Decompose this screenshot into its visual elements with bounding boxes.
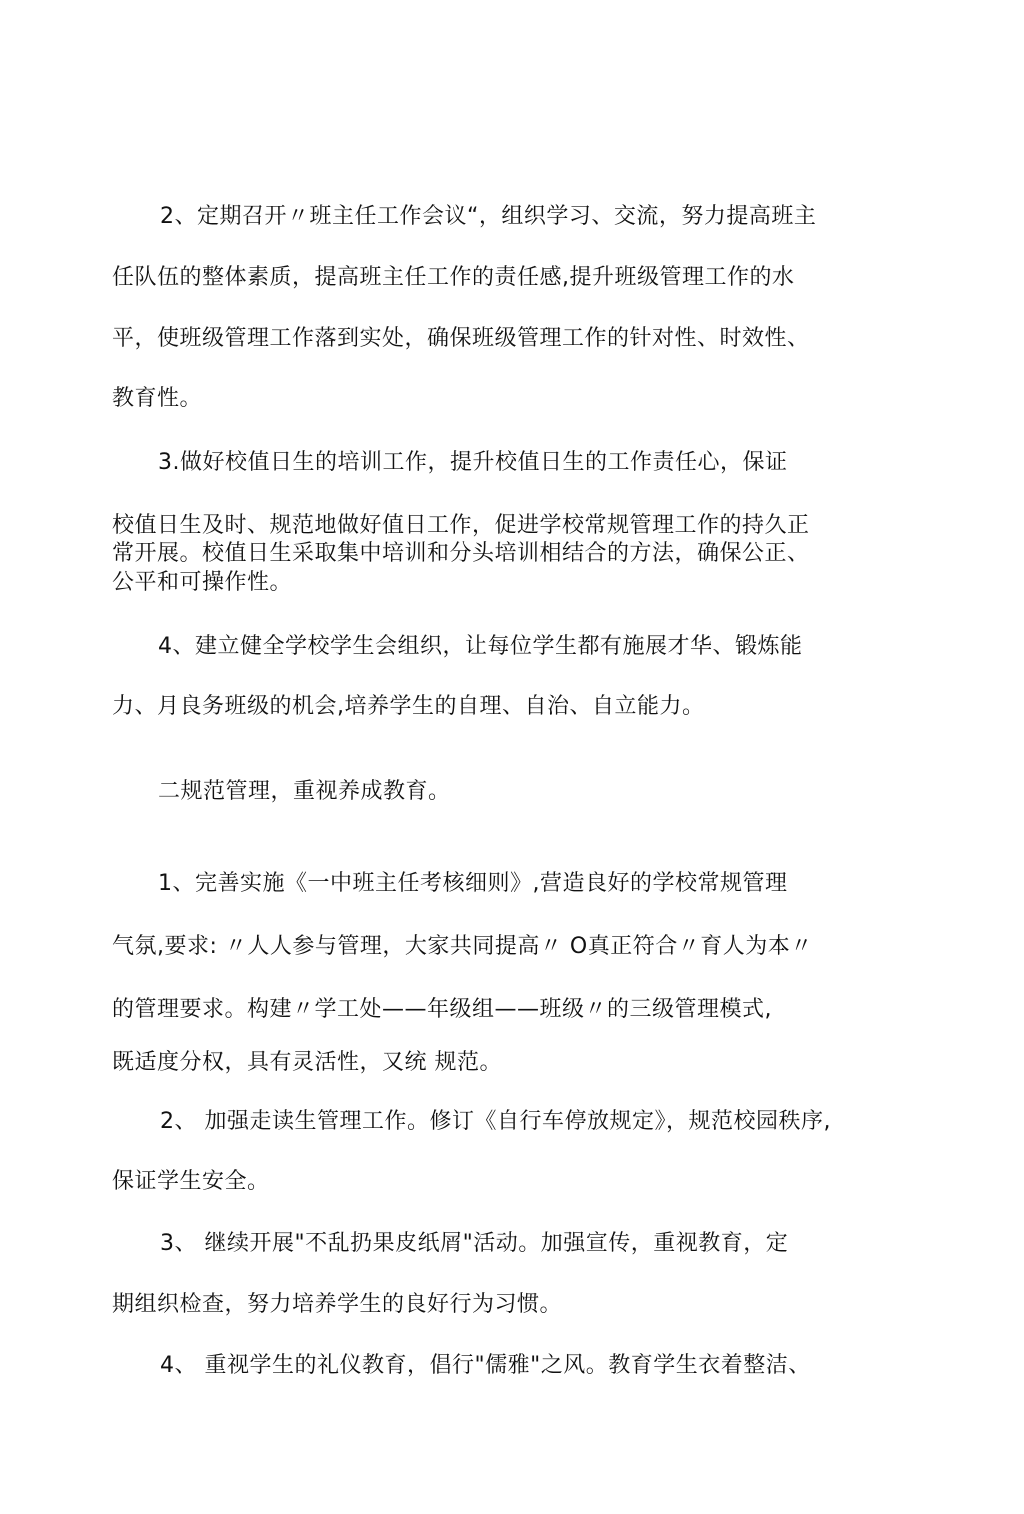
- text-line: 公平和可操作性。: [112, 570, 293, 595]
- text-line: 校值日生及时、规范地做好值日工作，促进学校常规管理工作的持久正: [112, 513, 810, 538]
- text-line: 3、 继续开展"不乱扔果皮纸屑"活动。加强宣传，重视教育，定: [160, 1231, 789, 1256]
- text-line: 3.做好校值日生的培训工作，提升校值日生的工作责任心，保证: [158, 450, 788, 475]
- text-line: 2、 加强走读生管理工作。修订《自行车停放规定》，规范校园秩序,: [160, 1109, 831, 1134]
- text-line: 2、定期召开〃班主任工作会议“，组织学习、交流，努力提高班主: [160, 204, 817, 229]
- section-heading: 二规范管理，重视养成教育。: [158, 779, 451, 804]
- text-line: 4、 重视学生的礼仪教育，倡行"儒雅"之风。教育学生衣着整洁、: [160, 1353, 811, 1378]
- text-line: 力、月良务班级的机会,培养学生的自理、自治、自立能力。: [112, 694, 705, 719]
- text-line: 平，使班级管理工作落到实处，确保班级管理工作的针对性、时效性、: [112, 326, 810, 351]
- text-line: 常开展。校值日生采取集中培训和分头培训相结合的方法，确保公正、: [112, 541, 810, 566]
- text-line: 1、完善实施《一中班主任考核细则》,营造良好的学校常规管理: [158, 871, 788, 896]
- text-line: 任队伍的整体素质，提高班主任工作的责任感,提升班级管理工作的水: [112, 265, 795, 290]
- text-line: 保证学生安全。: [112, 1169, 270, 1194]
- text-line: 教育性。: [112, 386, 203, 411]
- text-line: 期组织检查，努力培养学生的良好行为习惯。: [112, 1292, 563, 1317]
- text-line: 的管理要求。构建〃学工处——年级组——班级〃的三级管理模式,: [112, 997, 772, 1022]
- text-line: 既适度分权，具有灵活性，又统 规范。: [112, 1050, 502, 1075]
- text-line: 气氛,要求: 〃人人参与管理，大家共同提高〃 O真正符合〃育人为本〃: [112, 934, 813, 959]
- text-line: 4、建立健全学校学生会组织，让每位学生都有施展才华、锻炼能: [158, 634, 803, 659]
